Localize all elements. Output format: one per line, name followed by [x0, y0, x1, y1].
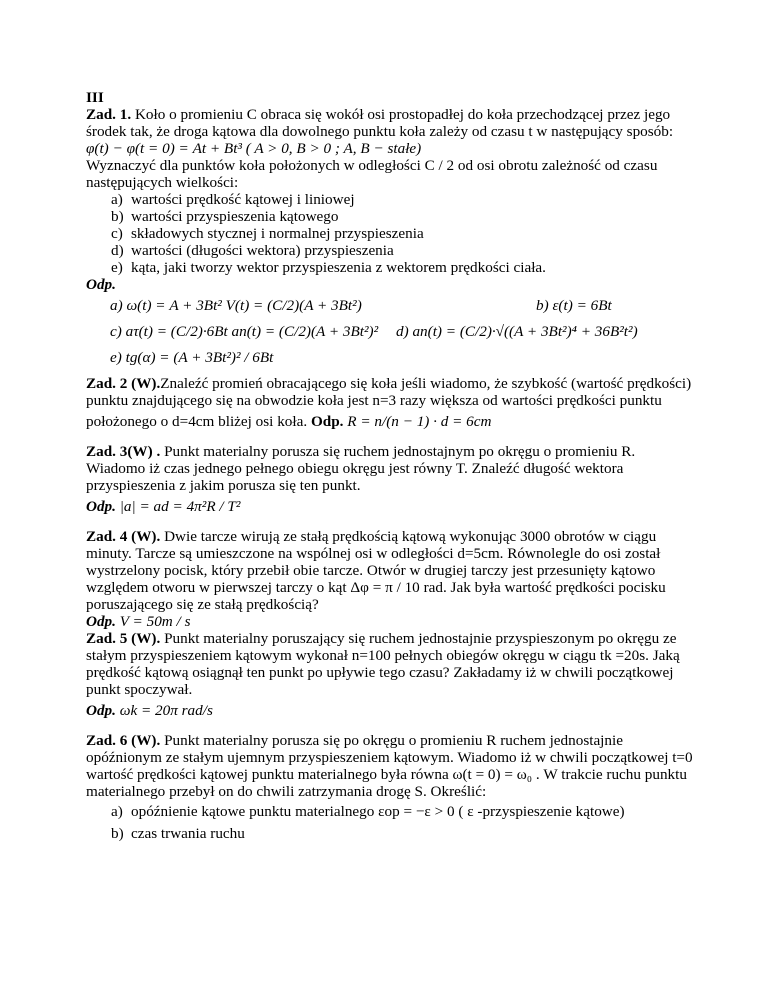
task-5-text-1: Punkt materialny poruszający się ruchem jednostajnie przyspieszonym po okręgu ze	[164, 630, 677, 647]
task-2-text-1: Znaleźć promień obracającego się koła jeśli wiadomo, że szybkość (wartość prędkości)	[160, 375, 692, 392]
task-3-label: Zad. 3(W) .	[86, 443, 161, 460]
document-content	[86, 89, 693, 842]
list-item: a) opóźnienie kątowe punktu materialnego εop = −ε > 0 ( ε -przyspieszenie kątowe)	[111, 803, 625, 820]
task-1-formula: φ(t) − φ(t = 0) = At + Bt³ ( A > 0, B > 0 ; A, B − stałe)	[86, 140, 422, 157]
list-item: a) wartości prędkość kątowej i liniowej	[111, 191, 355, 208]
task-1-text-2: środek tak, że droga kątowa dla dowolnego punktu koła zależy od czasu t w następujący sposób:	[86, 123, 674, 140]
task-6-text-1: Punkt materialny porusza się po okręgu o promieniu R ruchem jednostajnie	[164, 732, 623, 749]
answer-d: d) an(t) = (C/2)·√((A + 3Bt²)⁴ + 36B²t²)	[396, 323, 638, 340]
section-heading: III	[86, 89, 104, 106]
task-6-list	[111, 803, 686, 842]
answer-c: c) aτ(t) = (C/2)·6Bt an(t) = (C/2)(A + 3Bt²)²	[110, 323, 379, 340]
task-4-answer: V = 50m / s	[119, 613, 191, 630]
task-2	[86, 375, 692, 443]
list-item: e) kąta, jaki tworzy wektor przyspieszenia z wektorem prędkości ciała.	[111, 259, 546, 276]
task-1-label: Zad. 1.	[86, 106, 132, 123]
task-5-answer: ωk = 20π rad/s	[119, 702, 213, 719]
task-5-answer-label: Odp.	[86, 702, 116, 719]
answer-row-ab	[86, 293, 686, 323]
list-item: b) czas trwania ruchu	[111, 825, 245, 842]
task-6	[86, 732, 693, 842]
task-4-text-4: względem otworu w pierwszej tarczy o kąt Δφ = π / 10 rad. Jak była wartość prędkości pocisku	[86, 579, 666, 596]
task-3	[86, 443, 686, 528]
task-6-text-4: materialnego przebył on do chwili zatrzymania drogę S. Określić:	[86, 783, 487, 800]
task-6-label: Zad. 6 (W).	[86, 732, 161, 749]
task-4-text-5: poruszającego się ze stałą prędkością?	[86, 596, 319, 613]
task-3-answer-label: Odp.	[86, 498, 116, 515]
answer-row-cd	[86, 323, 686, 349]
task-2-text-3: położonego o d=4cm bliżej osi koła.	[86, 413, 308, 430]
task-3-answer: |a| = ad = 4π²R / T²	[119, 498, 241, 515]
task-2-answer-label: Odp.	[310, 413, 344, 430]
task-1	[86, 106, 686, 375]
task-6-text-3: wartość prędkości kątowej punktu materialnego była równa ω(t = 0) = ω₀ . W trakcie ruchu punktu	[86, 766, 687, 783]
task-1-text-3: Wyznaczyć dla punktów koła położonych w odległości C / 2 od osi obrotu zależność od czasu	[86, 157, 658, 174]
task-3-text-3: przyspieszenia z jakim porusza się ten punkt.	[86, 477, 361, 494]
list-item: c) składowych stycznej i normalnej przyspieszenia	[111, 225, 424, 242]
task-3-text-1: Punkt materialny porusza się ruchem jednostajnym po okręgu o promieniu R.	[160, 443, 636, 460]
task-4	[86, 528, 686, 630]
task-2-answer: R = n/(n − 1) · d = 6cm	[347, 413, 492, 430]
answer-a: a) ω(t) = A + 3Bt² V(t) = (C/2)(A + 3Bt²)	[110, 297, 362, 314]
task-1-answer-label: Odp.	[86, 276, 116, 293]
task-5-label: Zad. 5 (W).	[86, 630, 161, 647]
task-4-text-3: wystrzelony pocisk, który przebił obie tarcze. Otwór w drugiej tarczy jest przesunięty kątowo	[86, 562, 656, 579]
task-4-text-1: Dwie tarcze wirują ze stałą prędkością kątową wykonując 3000 obrotów w ciągu	[164, 528, 657, 545]
task-4-text-2: minuty. Tarcze są umieszczone na wspólnej osi w odległości d=5cm. Równolegle do osi został	[86, 545, 661, 562]
list-item: b) wartości przyspieszenia kątowego	[111, 208, 339, 225]
task-5-text-3: prędkość kątową osiągnął ten punkt po upływie tego czasu? Zakładamy iż w chwili początkowej	[86, 664, 674, 681]
task-1-text-1: Koło o promieniu C obraca się wokół osi prostopadłej do koła przechodzącej przez jego	[134, 106, 671, 123]
task-2-label: Zad. 2 (W).	[86, 375, 161, 392]
task-3-text-2: Wiadomo iż czas jednego pełnego obiegu okręgu jest równy T. Znaleźć długość wektora	[86, 460, 624, 477]
answer-row-e	[86, 349, 686, 375]
task-1-list	[111, 191, 686, 276]
task-5-text-2: stałym przyspieszeniem kątowym wykonał n=100 pełnych obiegów okręgu w ciągu tk =20s. Jaką	[86, 647, 680, 664]
answer-e: e) tg(α) = (A + 3Bt²)² / 6Bt	[110, 349, 274, 366]
answer-b: b) ε(t) = 6Bt	[536, 297, 612, 314]
task-5-text-4: punkt spoczywał.	[86, 681, 193, 698]
task-4-answer-label: Odp.	[86, 613, 116, 630]
task-6-text-2: opóźnionym ze stałym ujemnym przyspieszeniem kątowym. Wiadomo iż w chwili początkowej t=0	[86, 749, 693, 766]
list-item: d) wartości (długości wektora) przyspieszenia	[111, 242, 394, 259]
task-5	[86, 630, 686, 732]
task-2-text-2: punktu znajdującego się na obwodzie koła jest n=3 razy większa od wartości prędkości punktu	[86, 392, 662, 409]
task-1-text-4: następujących wielkości:	[86, 174, 239, 191]
task-4-label: Zad. 4 (W).	[86, 528, 161, 545]
